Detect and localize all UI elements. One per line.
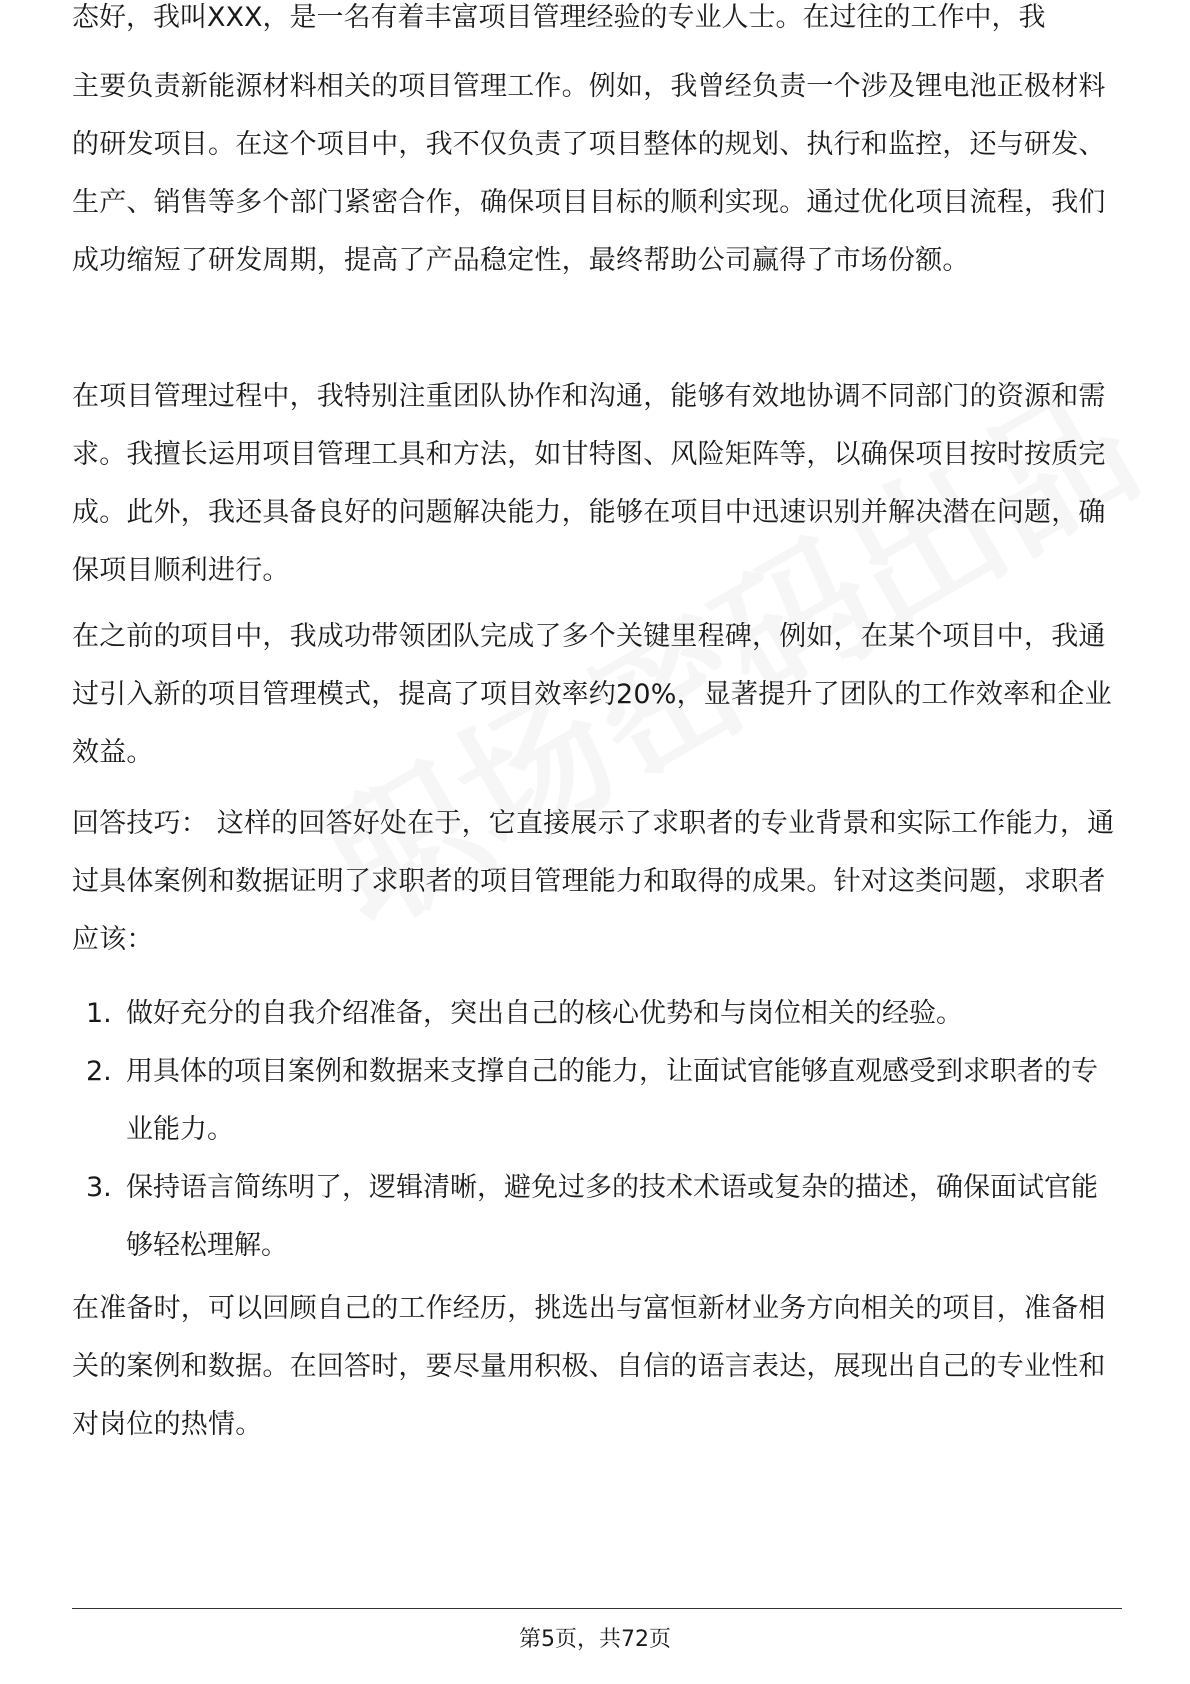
list-item bbox=[72, 1159, 1122, 1275]
footer-divider bbox=[72, 1608, 1122, 1609]
list-item-text: 保持语言简练明了，逻辑清晰，避免过多的技术术语或复杂的描述，确保面试官能够轻松理解。 bbox=[126, 1172, 1098, 1261]
list-item-text: 做好充分的自我介绍准备，突出自己的核心优势和与岗位相关的经验。 bbox=[126, 998, 963, 1029]
list-item-number: 3. bbox=[86, 1172, 112, 1203]
cut-off-top-line bbox=[72, 2, 1122, 56]
paragraph-project-experience: 主要负责新能源材料相关的项目管理工作。例如，我曾经负责一个涉及锂电池正极材料的研发项目。在这个项目中，我不仅负责了项目整体的规划、执行和监控，还与研发、生产、销售等多个部门紧密合作，确保项目目标的顺利实现。通过优化项目流程，我们成功缩短了研发周期，提高了产品稳定性，最终帮助公司赢得了市场份额。 bbox=[72, 71, 1106, 276]
paragraph-milestones: 在之前的项目中，我成功带领团队完成了多个关键里程碑，例如，在某个项目中，我通过引入新的项目管理模式，提高了项目效率约20%，显著提升了团队的工作效率和企业效益。 bbox=[72, 621, 1112, 768]
paragraph-closing: 在准备时，可以回顾自己的工作经历，挑选出与富恒新材业务方向相关的项目，准备相关的案例和数据。在回答时，要尽量用积极、自信的语言表达，展现出自己的专业性和对岗位的热情。 bbox=[72, 1293, 1106, 1440]
paragraph-answer-tips: 回答技巧： 这样的回答好处在于，它直接展示了求职者的专业背景和实际工作能力，通过具体案例和数据证明了求职者的项目管理能力和取得的成果。针对这类问题，求职者应该： bbox=[72, 808, 1115, 955]
cut-off-top-line-text: 态好，我叫XXX，是一名有着丰富项目管理经验的专业人士。在过往的工作中，我 bbox=[72, 2, 1046, 33]
list-item-number: 1. bbox=[86, 998, 112, 1029]
list-item-text: 用具体的项目案例和数据来支撑自己的能力，让面试官能够直观感受到求职者的专业能力。 bbox=[126, 1056, 1098, 1145]
list-item bbox=[72, 1043, 1122, 1159]
list-item-number: 2. bbox=[86, 1056, 112, 1087]
list-item bbox=[72, 985, 1122, 1043]
paragraph-team-collaboration: 在项目管理过程中，我特别注重团队协作和沟通，能够有效地协调不同部门的资源和需求。我擅长运用项目管理工具和方法，如甘特图、风险矩阵等，以确保项目按时按质完成。此外，我还具备良好的问题解决能力，能够在项目中迅速识别并解决潜在问题，确保项目顺利进行。 bbox=[72, 381, 1106, 586]
page-number: 第5页，共72页 bbox=[519, 1627, 671, 1652]
tips-list bbox=[72, 985, 1122, 1275]
